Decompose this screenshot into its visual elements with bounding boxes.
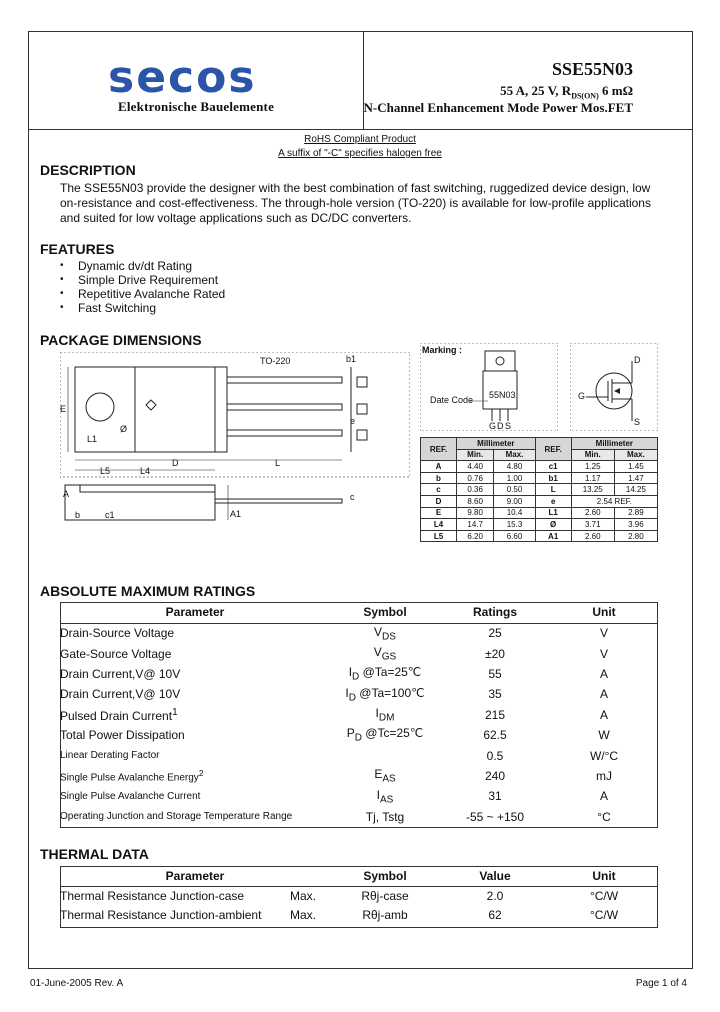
param-text: Operating Junction and Storage Temperature Range <box>60 811 293 823</box>
dim-label: E <box>60 404 67 414</box>
table-row <box>60 705 658 725</box>
param-text: Thermal Resistance Junction-case <box>60 889 245 903</box>
param-text: Drain Current,V@ 10V <box>60 687 181 702</box>
rating-cell: 215 <box>484 707 506 722</box>
table-row <box>60 807 658 827</box>
param-cell <box>60 705 330 725</box>
param-cell <box>60 906 330 926</box>
table-row: E 9.80 10.4 L1 2.60 2.89 <box>421 507 658 519</box>
symbol-cond: @Ta=25℃ <box>359 665 422 680</box>
table-row: A 4.40 4.80 c1 1.25 1.45 <box>421 461 658 473</box>
symbol-cond: @Ta=100℃ <box>355 685 425 700</box>
rating-cell: 0.5 <box>486 748 504 763</box>
dim-label: L <box>275 458 281 468</box>
package-heading: PACKAGE DIMENSIONS <box>40 332 202 348</box>
symbol-cell: Rθj-amb <box>362 908 408 923</box>
unit-cell: V <box>599 626 608 641</box>
param-text: Total Power Dissipation <box>60 728 185 743</box>
unit-cell: A <box>599 687 608 702</box>
col-header: Value <box>440 866 550 886</box>
header <box>28 31 693 130</box>
amr-table <box>60 602 658 827</box>
ref-header: REF. <box>421 438 457 461</box>
col-header: Parameter <box>60 866 330 886</box>
footer-date: 01-June-2005 Rev. A <box>30 978 124 989</box>
mosfet-symbol <box>570 343 658 431</box>
param-text: Linear Derating Factor <box>60 750 160 762</box>
rating-cell: 35 <box>488 687 502 702</box>
rating-cell: 62.5 <box>483 728 507 743</box>
symbol-pin-label: S <box>634 417 641 427</box>
rating-cell: 31 <box>488 789 502 804</box>
date-code-label: Date Code <box>430 395 474 405</box>
param-cell <box>60 886 330 906</box>
unit-cell: mJ <box>596 768 612 783</box>
qualifier: Max. <box>290 889 317 903</box>
dim-label: L1 <box>87 434 98 444</box>
param-text: Drain Current,V@ 10V <box>60 666 181 681</box>
dim-label: e <box>350 416 356 426</box>
table-row <box>60 623 658 643</box>
symbol-cell <box>330 643 440 663</box>
max-header: Max. <box>614 449 657 461</box>
unit-cell: °C/W <box>589 908 619 923</box>
feature-item: • Simple Drive Requirement <box>60 273 225 287</box>
unit-header: Millimeter <box>457 438 536 450</box>
table-row <box>60 684 658 704</box>
footer-page: Page 1 of 4 <box>635 978 687 989</box>
symbol-text: I <box>376 787 380 802</box>
table-row: D 8.60 9.00 e 2.54 REF. <box>421 495 658 507</box>
symbol-text: I <box>345 685 349 700</box>
dim-label: L5 <box>100 466 111 476</box>
table-row <box>60 766 658 786</box>
ref-header: REF. <box>535 438 571 461</box>
rohs-line: RoHS Compliant Product <box>304 134 416 145</box>
company-logo: secos <box>108 52 257 103</box>
marking-label: Marking : <box>422 345 463 355</box>
symbol-text: I <box>348 665 353 680</box>
min-header: Min. <box>571 449 614 461</box>
symbol-cell <box>330 623 440 643</box>
symbol-cell: Rθj-case <box>361 889 409 903</box>
table-row: b 0.76 1.00 b1 1.17 1.47 <box>421 472 658 484</box>
col-header: Unit <box>550 866 658 886</box>
table-row <box>60 906 658 926</box>
symbol-text: V <box>374 624 383 639</box>
param-cell <box>60 684 330 704</box>
package-outline-drawing <box>60 352 410 524</box>
col-header: Symbol <box>330 602 440 623</box>
rating-cell: ±20 <box>485 646 505 661</box>
param-cell <box>60 745 330 765</box>
param-cell <box>60 643 330 663</box>
device-subtitle: N-Channel Enhancement Mode Power Mos.FET <box>363 100 633 115</box>
unit-cell: W/°C <box>589 748 619 763</box>
unit-cell: °C <box>597 809 611 824</box>
features-heading: FEATURES <box>40 241 115 257</box>
rating-cell: 25 <box>488 626 502 641</box>
param-cell <box>60 664 330 684</box>
param-cell <box>60 766 330 786</box>
param-text: Thermal Resistance Junction-ambient <box>60 908 262 923</box>
unit-cell: A <box>599 707 608 722</box>
unit-cell: A <box>599 666 608 681</box>
pin-label: G <box>489 421 497 431</box>
symbol-sub: D <box>354 732 362 744</box>
dim-label: Ø <box>120 424 128 434</box>
footnote-ref: 2 <box>198 768 204 779</box>
symbol-pin-label: G <box>578 391 586 401</box>
description-heading: DESCRIPTION <box>40 162 136 178</box>
symbol-sub: D <box>352 671 360 683</box>
symbol-text: V <box>373 644 382 659</box>
table-row <box>60 886 658 906</box>
feature-item: • Repetitive Avalanche Rated <box>60 287 225 301</box>
pin-label: S <box>505 421 512 431</box>
dim-label: b <box>75 510 81 520</box>
table-row <box>60 725 658 745</box>
max-header: Max. <box>494 449 535 461</box>
qualifier: Max. <box>290 908 317 923</box>
unit-header: Millimeter <box>571 438 657 450</box>
param-text: Drain-Source Voltage <box>60 626 175 641</box>
rohs-notice <box>0 133 720 161</box>
min-header: Min. <box>457 449 494 461</box>
symbol-sub: D <box>348 692 356 704</box>
dim-label: A <box>63 489 70 499</box>
symbol-cell <box>330 745 440 765</box>
param-cell <box>60 786 330 806</box>
thermal-table <box>60 866 658 925</box>
rating-cell: 55 <box>488 666 502 681</box>
symbol-cell <box>330 725 440 745</box>
table-row <box>60 786 658 806</box>
param-text: Single Pulse Avalanche Energy <box>60 772 199 784</box>
pin-label: D <box>497 421 504 431</box>
dimensions-table <box>420 437 658 542</box>
table-row: L4 14.7 15.3 Ø 3.71 3.96 <box>421 519 658 531</box>
dim-label: L4 <box>140 466 151 476</box>
param-cell <box>60 807 330 827</box>
symbol-text: I <box>375 706 379 721</box>
symbol-sub: GS <box>381 651 397 663</box>
feature-item: • Dynamic dv/dt Rating <box>60 259 225 273</box>
symbol-cell <box>330 766 440 786</box>
marking-chip-text: 55N03 <box>489 390 516 400</box>
unit-cell: W <box>598 728 610 743</box>
thermal-heading: THERMAL DATA <box>40 846 149 862</box>
table-row <box>60 745 658 765</box>
table-row: L5 6.20 6.60 A1 2.60 2.80 <box>421 530 658 542</box>
unit-cell: A <box>599 789 608 804</box>
symbol-cell <box>330 786 440 806</box>
symbol-text: E <box>374 767 383 782</box>
rating-cell: -55 ~ +150 <box>465 809 525 824</box>
dim-label: D <box>172 458 179 468</box>
symbol-pin-label: D <box>634 355 641 365</box>
symbol-cond: @Tc=25℃ <box>361 726 424 741</box>
part-number: SSE55N03 <box>551 59 633 79</box>
dim-label: c1 <box>105 510 115 520</box>
param-cell <box>60 725 330 745</box>
unit-cell: V <box>599 646 608 661</box>
table-row <box>60 643 658 663</box>
symbol-cell <box>330 664 440 684</box>
col-header: Parameter <box>60 602 330 623</box>
dim-label: A1 <box>230 509 242 519</box>
table-row <box>60 664 658 684</box>
logo-subtitle: Elektronische Bauelemente <box>118 99 275 114</box>
col-header: Unit <box>550 602 658 623</box>
param-text: Single Pulse Avalanche Current <box>60 790 201 802</box>
symbol-cell <box>330 684 440 704</box>
package-name-label: TO-220 <box>260 356 291 366</box>
symbol-cell <box>330 807 440 827</box>
table-row: c 0.36 0.50 L 13.25 14.25 <box>421 484 658 496</box>
rating-cell: 240 <box>484 768 506 783</box>
dim-label: c <box>350 492 355 502</box>
value-cell: 2.0 <box>486 889 504 903</box>
param-text: Pulsed Drain Current <box>60 708 173 723</box>
value-cell: 62 <box>488 908 502 923</box>
symbol-sub: AS <box>382 773 396 785</box>
unit-cell: °C/W <box>589 889 619 903</box>
description-text: The SSE55N03 provide the designer with the best combination of fast switching, ruggedized device design, low on-resistance and cost-effectiveness. The through-hole version (TO-220) is available for low-profile applications and suited for low voltage applications such as DC/DC converters. <box>60 181 651 225</box>
col-header: Ratings <box>440 602 550 623</box>
amr-heading: ABSOLUTE MAXIMUM RATINGS <box>40 583 256 599</box>
halogen-line: A suffix of "-C" specifies halogen free <box>278 148 442 159</box>
param-cell <box>60 623 330 643</box>
feature-item: • Fast Switching <box>60 301 225 315</box>
col-header: Symbol <box>330 866 440 886</box>
param-text: Gate-Source Voltage <box>60 646 172 661</box>
footnote-ref: 1 <box>172 706 178 718</box>
symbol-cell <box>330 705 440 725</box>
features-list <box>60 259 225 315</box>
symbol-text: P <box>346 726 355 741</box>
key-specs: 55 A, 25 V, $R_{DS(ON)}$ 6 mΩ <box>500 83 633 101</box>
symbol-sub: AS <box>380 794 394 806</box>
marking-drawing <box>420 343 558 431</box>
symbol-sub: DM <box>378 712 395 724</box>
symbol-text: Tj, Tstg <box>365 809 405 824</box>
symbol-sub: DS <box>382 631 396 643</box>
dim-label: b1 <box>346 354 357 364</box>
